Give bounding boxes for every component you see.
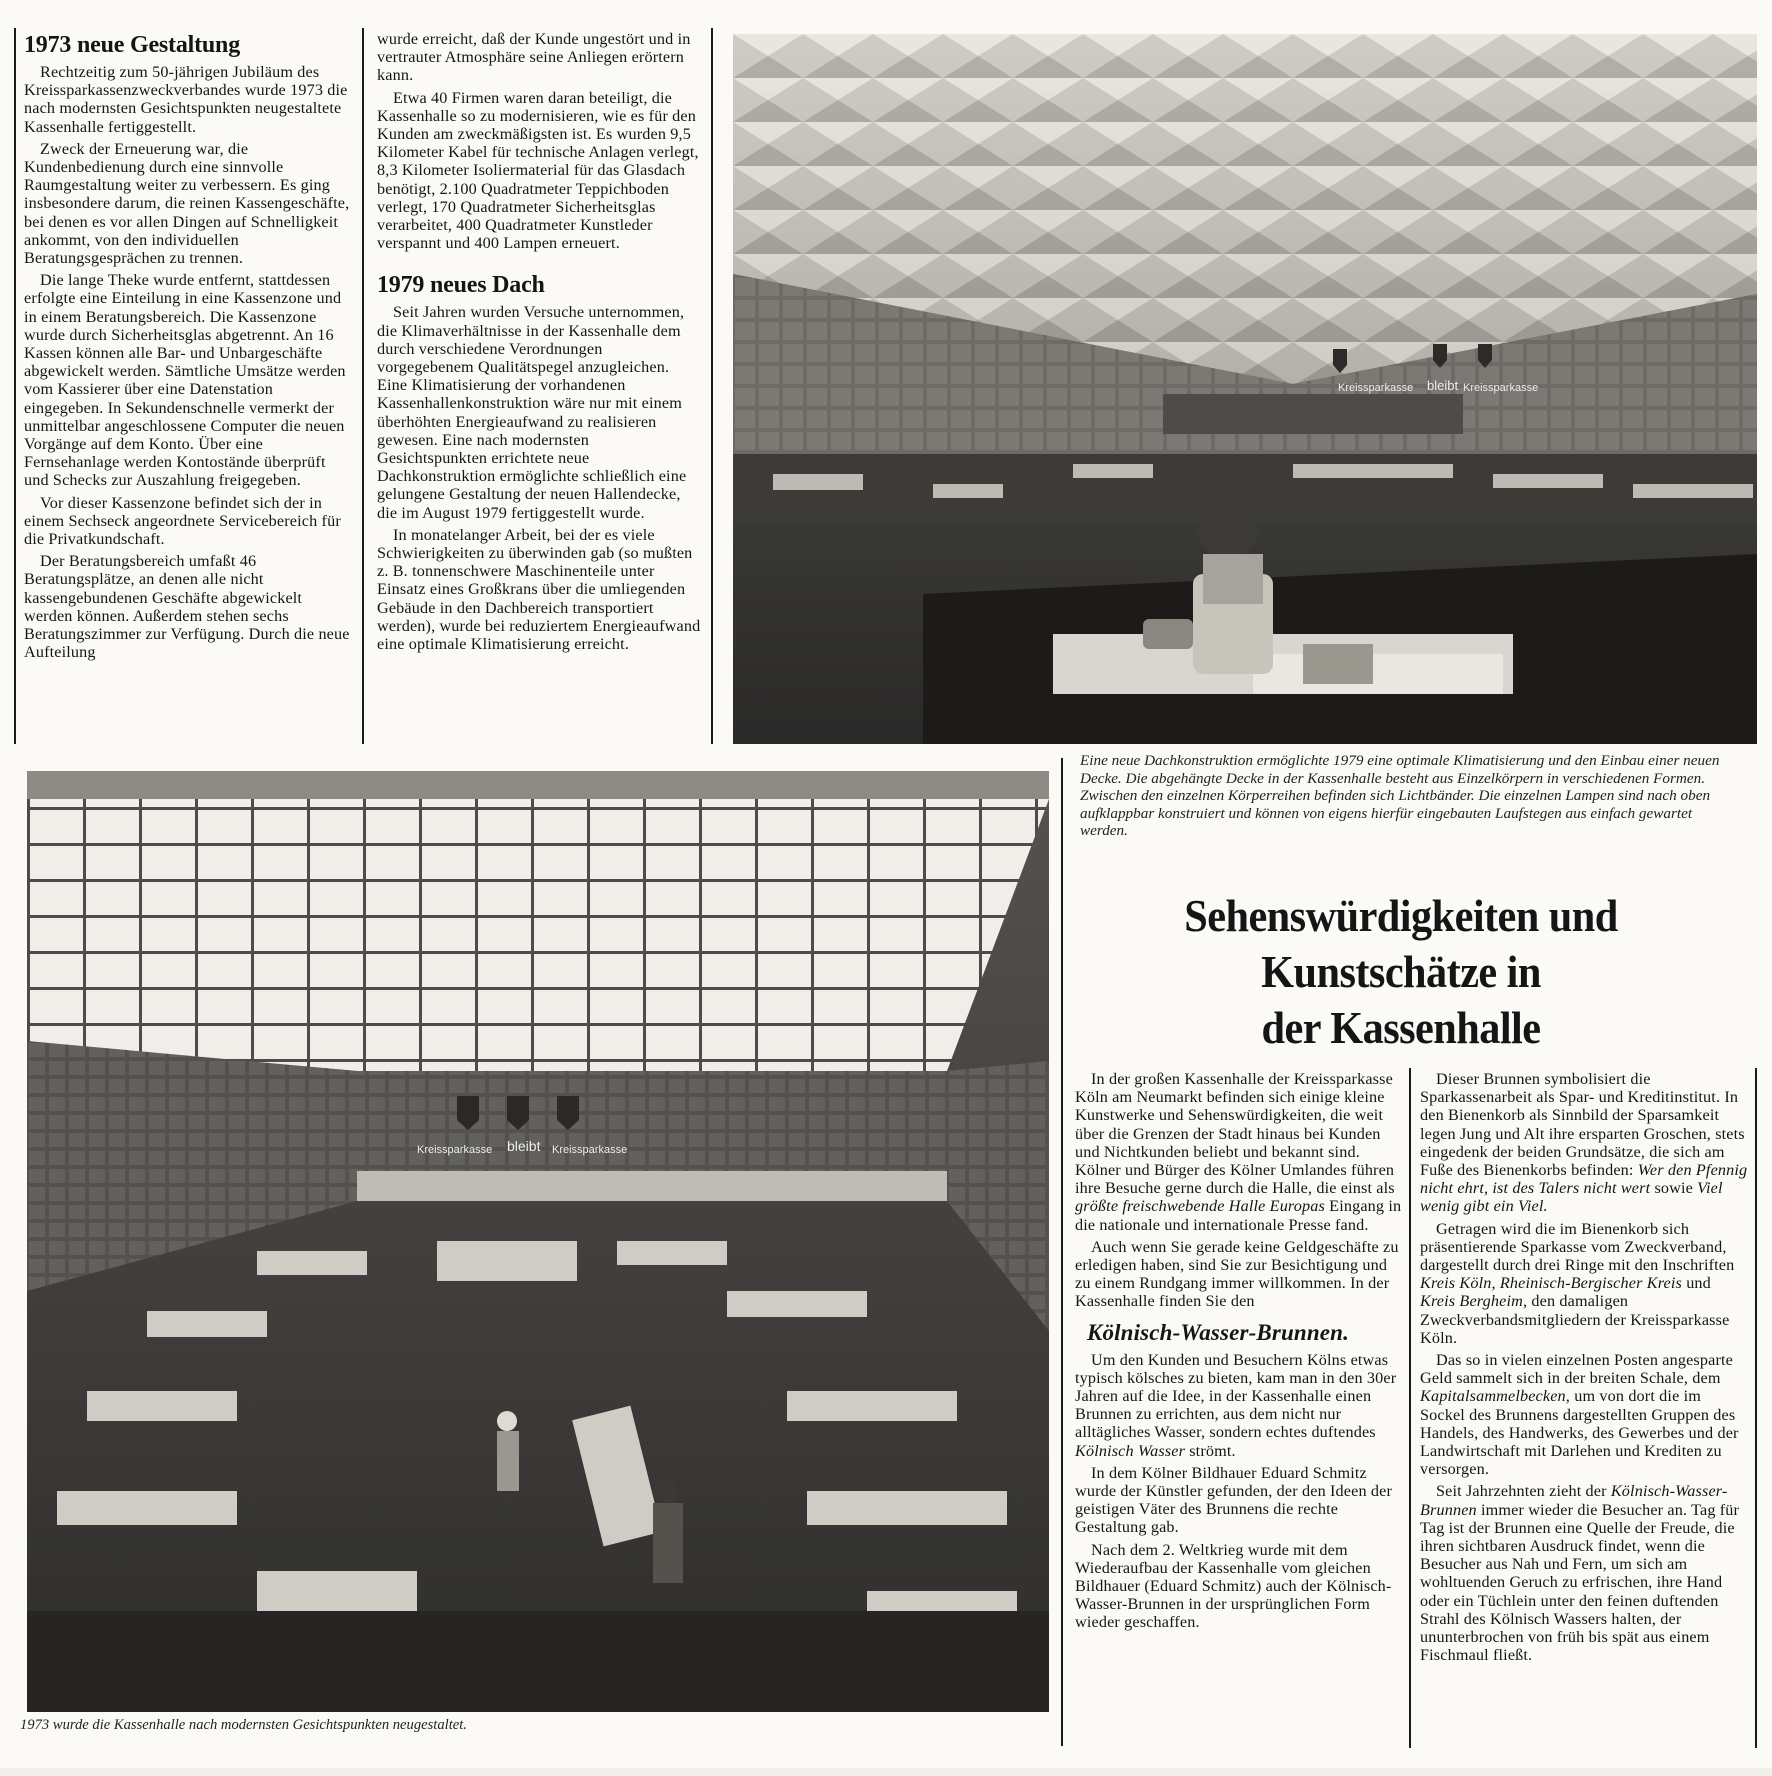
col4-text: und bbox=[1686, 1274, 1711, 1293]
col1-paragraph: Vor dieser Kassenzone befindet sich der in einem Sechseck angeordnete Servicebereich für die Privatkundschaft. bbox=[24, 493, 341, 549]
headline-line-3: der Kassenhalle bbox=[1261, 1002, 1541, 1053]
col1-paragraph: Zweck der Erneuerung war, die Kundenbedienung durch eine sinnvolle Raumgestaltung weiter zu verbessern. Es ging insbesondere darum, die reinen Kassengeschäfte, bei denen es vor allen Dingen auf Schnelligkeit ankommt, von den individuellen Beratungsgesprächen zu trennen. bbox=[24, 139, 350, 268]
col4-emphasis: Kreis Köln, Rheinisch-Bergischer Kreis bbox=[1420, 1274, 1682, 1293]
photo-top-sign-2: bleibt bbox=[1427, 378, 1459, 393]
col4-text: um von dort die im Sockel des Brunnens dargestellten Gruppen des Handels, des Handwerks, des Gewerbes und der Landwirtschaft mit Darlehen und Krediten zu versorgen. bbox=[1420, 1387, 1739, 1479]
caption-photo-1979: Eine neue Dachkonstruktion ermöglichte 1979 eine optimale Klimatisierung und den Einbau einer neuen Decke. Die abgehängte Decke in der Kassenhalle besteht aus Einzelkörpern in verschiedenen Formen. Zwischen den einzelnen Körperreihen befinden sich Lichtbänder. Die einzelnen Lampen sind nach oben aufklappbar konstruiert und können von eigens hierfür eingebauten Laufstegen aus einfach gewartet werden. bbox=[1080, 752, 1720, 839]
column-rule-2 bbox=[711, 28, 713, 744]
col2-paragraph: wurde erreicht, daß der Kunde ungestört und in vertrauter Atmosphäre seine Anliegen erörtern kann. bbox=[377, 30, 691, 85]
article-column-3 bbox=[1075, 1070, 1403, 1632]
col4-emphasis: Kreis Bergheim, bbox=[1420, 1292, 1528, 1311]
caption-photo-1973: 1973 wurde die Kassenhalle nach modernsten Gesichtspunkten neugestaltet. bbox=[20, 1717, 467, 1733]
headline-line-1: Sehenswürdigkeiten und bbox=[1184, 890, 1618, 941]
section-heading-1973: 1973 neue Gestaltung bbox=[24, 32, 241, 58]
article-column-1 bbox=[24, 32, 352, 662]
col4-text: Dieser Brunnen symbolisiert die Sparkassenarbeit als Spar- und Kreditinstitut. In den Bienenkorb als Sinnbild der Sparsamkeit legen Jung und Alt ihre ersparten Groschen, stets eingedenk der beiden Grundsätze, die sich am Fuße des Bienenkorbs befinden: bbox=[1420, 1070, 1745, 1180]
col1-paragraph: Der Beratungsbereich umfaßt 46 Beratungsplätze, an denen alle nicht kassengebundenen Geschäfte abgewickelt werden können. Außerdem stehen sechs Beratungszimmer zur Verfügung. Durch die neue Aufteilung bbox=[24, 552, 350, 662]
photo-hall-1979-image bbox=[733, 34, 1757, 744]
headline-line-2: Kunstschätze in bbox=[1261, 946, 1541, 997]
col4-text: den damaligen Zweckverbandsmitgliedern der Kreissparkasse Köln. bbox=[1420, 1292, 1730, 1347]
col4-text: Das so in vielen einzelnen Posten angesparte Geld sammelt sich in der breiten Schale, dem bbox=[1420, 1351, 1733, 1388]
col3-text: strömt. bbox=[1189, 1441, 1236, 1460]
column-rule-4 bbox=[1409, 1068, 1411, 1748]
col3-text: Eingang in die nationale und internationale Presse fand. bbox=[1075, 1197, 1402, 1234]
col4-emphasis: Viel wenig gibt ein Viel. bbox=[1420, 1179, 1723, 1216]
col4-paragraph bbox=[1420, 1220, 1748, 1347]
col3-paragraph bbox=[1075, 1351, 1403, 1460]
col3-paragraph: In dem Kölner Bildhauer Eduard Schmitz wurde der Künstler gefunden, der den Ideen der geistigen Väter des Brunnens die rechte Gestaltung gab. bbox=[1075, 1463, 1393, 1537]
feature-headline bbox=[1102, 888, 1700, 1056]
left-border-rule bbox=[14, 28, 16, 744]
col3-paragraph: Auch wenn Sie gerade keine Geldgeschäfte zu erledigen haben, sind Sie zur Besichtigung und zu einem Rundgang immer willkommen. In der Kassenhalle finden Sie den bbox=[1075, 1237, 1399, 1311]
col1-paragraph: Die lange Theke wurde entfernt, stattdessen erfolgte eine Einteilung in eine Kassenzone und in einem Beratungsbereich. Die Kassenzone wurde durch Sicherheitsglas abgetrennt. An 16 Kassen können alle Bar- und Unbargeschäfte abgewickelt werden. Sämtliche Umsätze werden vom Kassierer über eine Datenstation eingegeben. In Sekundenschnelle vermerkt der unmittelbar angeschlossene Computer die neuen Vorgänge auf dem Konto. Über eine Fernsehanlage werden Kontostände überprüft und Schecks zur Auszahlung freigegeben. bbox=[24, 271, 346, 490]
col3-text: In der großen Kassenhalle der Kreissparkasse Köln am Neumarkt befinden sich einige kleine Kunstwerke und Sehenswürdigkeiten, die weit über die Grenzen der Stadt hinaus bei Kunden und Nichtkunden beliebt und bekannt sind. Kölner und Bürger des Kölner Umlandes führen ihre Besuche gerne durch die Halle, die einst als bbox=[1075, 1070, 1395, 1198]
col4-paragraph bbox=[1420, 1070, 1748, 1216]
col3-text: Um den Kunden und Besuchern Kölns etwas typisch kölsches zu bieten, kam man in den 30er Jahren auf die Idee, in der Kassenhalle einen Brunnen zu errichten, aus dem nicht nur alltägliches Wasser, sondern echtes duftendes bbox=[1075, 1350, 1397, 1442]
col4-text: immer wieder die Besucher an. Tag für Tag ist der Brunnen eine Quelle der Freude, die ihren sichtbaren Ausdruck findet, wenn die Besucher aus Nah und Fern, um sich am wohltuenden Geruch zu erfrischen, ihre Hand oder ein Tüchlein unter den feinen duftenden Strahl des Kölnisch Wassers halten, der ununterbrochen von früh bis spät aus einem Fischmaul fließt. bbox=[1420, 1500, 1740, 1665]
col2-paragraph: Seit Jahren wurden Versuche unternommen, die Klimaverhältnisse in der Kassenhalle dem durch verschiedene Verordnungen vorgegebenem Qualitätspegel anzugleichen. Eine Klimatisierung der vorhandenen Kassenhallenkonstruktion wäre nur mit einem überhöhten Energieaufwand zu realisieren gewesen. Eine nach modernsten Gesichtspunkten errichtete neue Dachkonstruktion ermöglichte schließlich eine gelungene Gestaltung der neuen Hallendecke, die im August 1979 fertiggestellt wurde. bbox=[377, 303, 687, 522]
col3-paragraph: Nach dem 2. Weltkrieg wurde mit dem Wiederaufbau der Kassenhalle vom gleichen Bildhauer (Eduard Schmitz) auch der Kölnisch-Wasser-Brunnen in der ursprünglichen Form wieder geschaffen. bbox=[1075, 1540, 1392, 1632]
column-rule-1 bbox=[362, 28, 364, 744]
col4-emphasis: Wer den Pfennig nicht ehrt, ist des Talers nicht wert bbox=[1420, 1161, 1748, 1198]
article-column-2 bbox=[377, 30, 703, 653]
col4-emphasis: Kölnisch-Wasser-Brunnen bbox=[1420, 1482, 1728, 1519]
photo-hall-1973-image bbox=[27, 771, 1049, 1712]
photo-bottom-sign-2: bleibt bbox=[507, 1138, 541, 1154]
col4-text: Getragen wird die im Bienenkorb sich präsentierende Sparkasse vom Zweckverband, dargestellt durch drei Ringe mit den Inschriften bbox=[1420, 1219, 1735, 1275]
photo-hall-1979 bbox=[733, 34, 1757, 744]
col3-emphasis: größte freischwebende Halle Europas bbox=[1075, 1197, 1325, 1216]
col4-paragraph bbox=[1420, 1351, 1748, 1478]
subheading-brunnen: Kölnisch-Wasser-Brunnen. bbox=[1087, 1319, 1350, 1345]
col2-paragraph: In monatelanger Arbeit, bei der es viele Schwierigkeiten zu überwinden gab (so mußten z. B. tonnenschwere Maschinenteile unter Einsatz eines Großkrans über die umliegenden Gebäude in den Dachbereich transportiert werden), wurde bei reduziertem Energieaufwand eine optimale Klimatisierung erreicht. bbox=[377, 525, 701, 654]
page-bottom-edge bbox=[0, 1768, 1772, 1776]
col1-paragraph: Rechtzeitig zum 50-jährigen Jubiläum des Kreissparkassenzweckverbandes wurde 1973 die nach modernsten Gesichtspunkten neugestaltete Kassenhalle fertiggestellt. bbox=[24, 63, 348, 136]
column-rule-3 bbox=[1061, 758, 1063, 1746]
section-heading-1979: 1979 neues Dach bbox=[377, 272, 545, 299]
col4-paragraph bbox=[1420, 1482, 1748, 1664]
col3-paragraph bbox=[1075, 1070, 1403, 1234]
article-column-4 bbox=[1420, 1070, 1748, 1665]
col2-paragraph: Etwa 40 Firmen waren daran beteiligt, die Kassenhalle so zu modernisieren, wie es für den Kunden am zweckmäßigsten ist. Es wurden 9,5 Kilometer Kabel für technische Anlagen verlegt, 8,3 Kilometer Isoliermaterial für das Glasdach benötigt, 2.100 Quadratmeter Teppichboden verlegt, 170 Quadratmeter Sicherheitsglas verarbeitet, 400 Quadratmeter Kunstleder verspannt und 400 Lampen erneuert. bbox=[377, 88, 699, 253]
col4-text: sowie bbox=[1654, 1179, 1693, 1198]
col4-text: Seit Jahrzehnten zieht der bbox=[1436, 1482, 1607, 1501]
right-border-rule bbox=[1755, 1068, 1757, 1748]
col4-emphasis: Kapitalsammelbecken, bbox=[1420, 1387, 1570, 1406]
photo-top-sign-3: Kreissparkasse bbox=[1463, 382, 1539, 394]
photo-bottom-sign-3: Kreissparkasse bbox=[552, 1144, 628, 1156]
photo-bottom-sign-1: Kreissparkasse bbox=[417, 1144, 493, 1156]
col3-emphasis: Kölnisch Wasser bbox=[1075, 1441, 1186, 1460]
photo-hall-1973 bbox=[27, 771, 1049, 1712]
photo-top-sign-1: Kreissparkasse bbox=[1338, 382, 1414, 394]
